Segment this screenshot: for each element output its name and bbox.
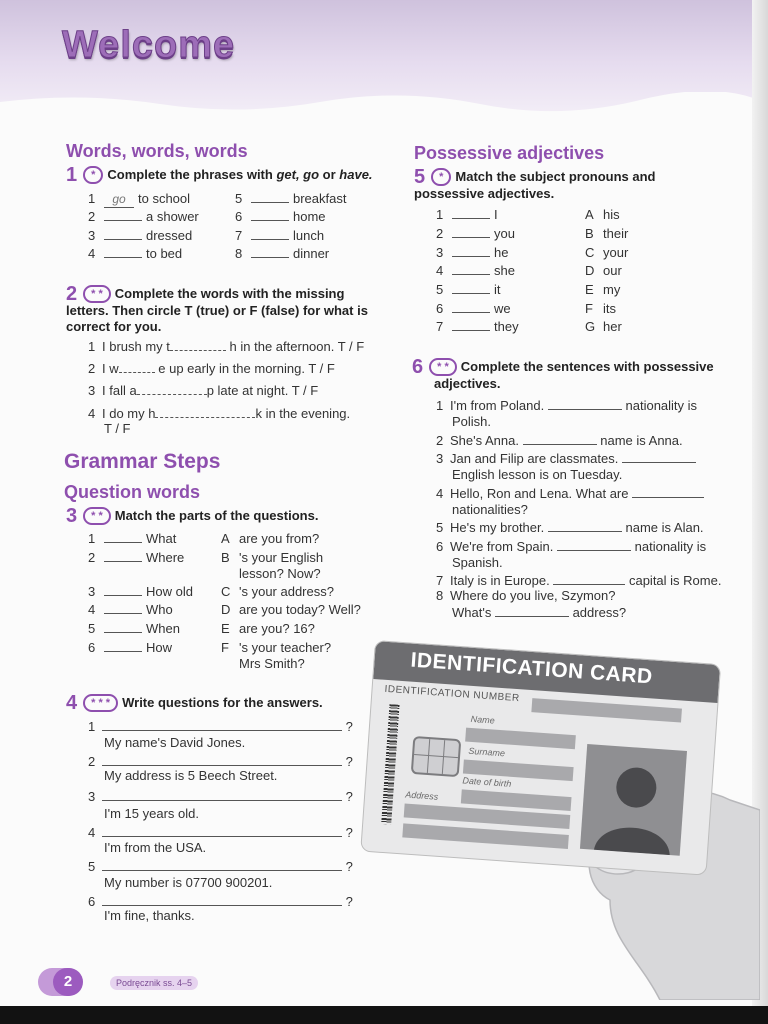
sentence-item	[436, 588, 736, 621]
option-letter: D	[221, 602, 231, 617]
chip-icon	[411, 736, 462, 777]
page-title: Welcome	[62, 24, 236, 66]
item-text: capital is Rome.	[628, 573, 722, 588]
list-item	[88, 382, 318, 399]
list-item	[235, 246, 329, 262]
question-mark: ?	[345, 859, 353, 874]
item-text: he	[494, 245, 509, 260]
true-false-option[interactable]: T / F	[104, 421, 131, 436]
option-letter: E	[585, 282, 594, 297]
surname-label: Surname	[468, 745, 506, 759]
item-text: I'm from Poland.	[450, 398, 545, 413]
match-option	[585, 301, 616, 317]
answer-blank[interactable]	[104, 584, 142, 596]
option-text: are you? 16?	[239, 621, 315, 636]
item-number: 4	[88, 246, 96, 261]
question-mark: ?	[345, 754, 353, 769]
item-text: it	[494, 282, 501, 297]
item-number: 2	[436, 433, 444, 448]
id-number-field	[531, 698, 682, 722]
item-number: 8	[235, 246, 243, 261]
sentence-item	[436, 538, 736, 571]
list-item	[88, 338, 364, 355]
match-option	[221, 640, 331, 672]
name-label: Name	[470, 713, 496, 726]
answer-blank[interactable]	[104, 550, 142, 562]
instruction-text: Match the subject pronouns and	[455, 169, 656, 184]
answer-blank[interactable]	[452, 226, 490, 238]
question-input[interactable]	[102, 858, 342, 871]
option-letter: G	[585, 319, 596, 334]
option-letter: E	[221, 621, 230, 636]
question-mark: ?	[345, 789, 353, 804]
difficulty-badge: * *	[429, 358, 457, 376]
answer-blank[interactable]	[495, 604, 569, 617]
item-text: Hello, Ron and Lena. What are	[450, 486, 629, 501]
address-label: Address	[404, 789, 439, 802]
item-number: 1	[436, 207, 444, 222]
section-title-grammar: Grammar Steps	[64, 450, 221, 473]
list-item	[436, 301, 511, 317]
item-text: address?	[572, 605, 627, 620]
option-text: 's your English	[239, 550, 324, 565]
match-option	[221, 550, 323, 582]
item-text: k in the evening.	[255, 406, 351, 421]
sentence-item	[436, 572, 746, 589]
option-letter: F	[221, 640, 229, 655]
question-input[interactable]	[102, 753, 342, 766]
list-item	[235, 228, 324, 244]
item-number: 3	[88, 789, 96, 804]
match-option	[221, 602, 361, 618]
sentence-item	[436, 485, 736, 518]
option-text: its	[603, 301, 616, 316]
answer-blank[interactable]	[557, 538, 631, 551]
question-mark: ?	[345, 719, 353, 734]
question-mark: ?	[345, 825, 353, 840]
item-text: I brush my t	[102, 339, 170, 354]
answer-blank[interactable]	[104, 228, 142, 240]
item-number: 5	[436, 520, 444, 535]
answer-blank[interactable]	[170, 338, 226, 351]
item-text: name is Alan.	[625, 520, 704, 535]
item-text: I do my h	[102, 406, 156, 421]
list-item	[88, 246, 182, 262]
answer-blank[interactable]	[104, 209, 142, 221]
option-letter: C	[221, 584, 231, 599]
item-text: nationality is	[625, 398, 698, 413]
item-text: name is Anna.	[600, 433, 683, 448]
list-item	[436, 226, 515, 242]
exercise-1-instruction	[66, 166, 396, 184]
answer-blank[interactable]	[632, 485, 704, 498]
exercise-4-instruction	[66, 694, 396, 712]
item-text: Where do you live, Szymon?	[450, 588, 616, 603]
list-item	[235, 191, 346, 207]
section-title-words: Words, words, words	[66, 141, 248, 161]
item-text: How old	[146, 584, 193, 599]
item-text: a shower	[146, 209, 199, 224]
answer-blank[interactable]	[622, 450, 696, 463]
option-letter: B	[585, 226, 594, 241]
item-text: Italy is in Europe.	[450, 573, 550, 588]
item-text: dinner	[293, 246, 330, 261]
question-row	[88, 788, 353, 805]
question-input[interactable]	[102, 788, 342, 801]
list-item	[436, 282, 501, 298]
difficulty-badge: *	[83, 166, 103, 184]
list-item	[88, 228, 192, 244]
item-number: 6	[436, 539, 444, 554]
item-text: lunch	[293, 228, 325, 243]
item-number: 6	[235, 209, 243, 224]
item-number: 6	[88, 640, 96, 655]
instruction-text: possessive adjectives.	[414, 186, 555, 201]
item-text: we	[494, 301, 511, 316]
list-item	[436, 245, 508, 261]
question-input[interactable]	[102, 718, 342, 731]
item-number: 6	[436, 301, 444, 316]
item-text: to school	[138, 191, 191, 206]
match-option	[585, 282, 620, 298]
item-text: home	[293, 209, 326, 224]
exercise-number: 4	[66, 692, 78, 714]
instruction-text: Match the parts of the questions.	[114, 508, 319, 523]
question-input[interactable]	[102, 824, 342, 837]
dob-label: Date of birth	[462, 775, 512, 789]
instruction-text: Complete the phrases with	[107, 167, 277, 182]
answer-blank[interactable]	[119, 360, 155, 373]
option-text: lesson? Now?	[239, 566, 321, 581]
item-text: When	[146, 621, 180, 636]
sentence-item	[436, 519, 736, 536]
item-number: 8	[436, 588, 444, 603]
answer-blank[interactable]	[137, 382, 207, 395]
item-text: Jan and Filip are classmates.	[450, 451, 619, 466]
match-option	[221, 621, 315, 637]
instruction-text: Complete the words with the missing	[114, 286, 345, 301]
exercise-number: 2	[66, 283, 78, 305]
answer-text: My address is 5 Beech Street.	[104, 768, 278, 783]
item-text: h in the afternoon. T / F	[229, 339, 365, 354]
instruction-text: or	[319, 167, 340, 182]
banner-wave	[0, 92, 768, 132]
match-option	[585, 226, 628, 242]
person-silhouette-icon	[580, 744, 687, 856]
sentence-item	[436, 397, 736, 430]
id-card	[360, 640, 721, 876]
option-text: his	[603, 207, 620, 222]
item-number: 4	[88, 406, 96, 421]
instruction-text: Complete the sentences with possessive	[460, 359, 714, 374]
answer-blank[interactable]	[452, 301, 490, 313]
list-item	[88, 360, 335, 377]
option-text: my	[603, 282, 621, 297]
answer-blank[interactable]	[553, 572, 625, 585]
page-number: 2	[53, 968, 83, 996]
answer-text: My number is 07700 900201.	[104, 875, 273, 890]
item-text: What	[146, 531, 177, 546]
answer-blank[interactable]	[452, 319, 490, 331]
id-card-title: IDENTIFICATION CARD	[409, 648, 654, 689]
answer-blank[interactable]	[452, 245, 490, 257]
answer-blank[interactable]	[155, 405, 255, 418]
item-text: to bed	[146, 246, 183, 261]
list-item	[88, 602, 173, 618]
item-text: breakfast	[293, 191, 347, 206]
list-item	[88, 640, 172, 656]
item-text: We're from Spain.	[450, 539, 554, 554]
item-text: you	[494, 226, 515, 241]
item-number: 1	[436, 398, 444, 413]
answer-blank[interactable]	[251, 246, 289, 258]
instruction-text: letters. Then circle T (true) or F (false) for what is	[66, 303, 368, 318]
match-option	[585, 263, 622, 279]
option-text: 's your teacher?	[239, 640, 332, 655]
answer-blank[interactable]	[104, 246, 142, 258]
answer-blank[interactable]	[104, 602, 142, 614]
answer-blank[interactable]	[251, 228, 289, 240]
exercise-number: 5	[414, 166, 426, 188]
item-text: e up early in the morning. T / F	[158, 361, 335, 376]
answer-blank[interactable]: go	[104, 191, 134, 208]
exercise-5-instruction	[414, 168, 734, 202]
option-text: your	[603, 245, 629, 260]
answer-text: I'm fine, thanks.	[104, 908, 195, 923]
answer-blank[interactable]	[251, 209, 289, 221]
item-text: nationalities?	[452, 502, 528, 517]
item-text: Where	[146, 550, 185, 565]
list-item	[88, 405, 350, 422]
item-number: 3	[436, 245, 444, 260]
option-letter: A	[585, 207, 594, 222]
item-number: 5	[88, 621, 96, 636]
option-letter: C	[585, 245, 595, 260]
question-row	[88, 824, 353, 841]
answer-blank[interactable]	[104, 621, 142, 633]
item-number: 2	[88, 754, 96, 769]
list-item	[88, 550, 184, 566]
question-row	[88, 858, 353, 875]
item-number: 2	[88, 361, 96, 376]
item-number: 7	[436, 319, 444, 334]
option-letter: B	[221, 550, 230, 565]
answer-blank[interactable]	[548, 397, 622, 410]
item-text: What's	[452, 605, 492, 620]
item-text: Spanish.	[452, 555, 503, 570]
option-text: are you from?	[239, 531, 320, 546]
question-input[interactable]	[102, 893, 342, 906]
answer-blank[interactable]	[104, 640, 142, 652]
list-item	[235, 209, 326, 225]
option-text: Mrs Smith?	[239, 656, 305, 671]
match-option	[221, 584, 334, 600]
item-number: 5	[235, 191, 243, 206]
id-number-label: IDENTIFICATION NUMBER	[384, 683, 520, 705]
item-text: p late at night. T / F	[206, 383, 319, 398]
option-text: their	[603, 226, 629, 241]
item-number: 5	[436, 282, 444, 297]
difficulty-badge: * *	[83, 507, 111, 525]
section-subtitle-question-words: Question words	[64, 482, 201, 502]
answer-text: I'm 15 years old.	[104, 806, 199, 821]
match-option	[585, 319, 622, 335]
exercise-number: 6	[412, 356, 424, 378]
list-item	[436, 207, 498, 223]
question-row	[88, 718, 353, 735]
match-option	[585, 245, 628, 261]
item-number: 4	[88, 825, 96, 840]
exercise-number: 3	[66, 505, 78, 527]
item-number: 2	[436, 226, 444, 241]
id-card-illustration	[359, 640, 719, 894]
list-item	[436, 319, 519, 335]
item-number: 6	[88, 894, 96, 909]
item-text: I	[494, 207, 498, 222]
option-text: 's your address?	[239, 584, 334, 599]
section-title-possessive: Possessive adjectives	[414, 143, 605, 163]
item-number: 5	[88, 859, 96, 874]
instruction-text: get, go	[276, 167, 320, 182]
item-number: 7	[235, 228, 243, 243]
item-number: 4	[436, 263, 444, 278]
item-number: 3	[88, 383, 96, 398]
question-mark: ?	[345, 894, 353, 909]
list-item	[88, 531, 176, 547]
exercise-3-instruction	[66, 507, 396, 525]
item-number: 2	[88, 550, 96, 565]
photo-placeholder	[580, 744, 687, 856]
textbook-reference: Podręcznik ss. 4–5	[110, 976, 198, 990]
exercise-2-instruction	[66, 285, 396, 335]
difficulty-badge: * * *	[83, 694, 118, 712]
option-text: are you today? Well?	[239, 602, 361, 617]
match-option	[221, 531, 319, 547]
item-number: 3	[436, 451, 444, 466]
list-item	[436, 263, 515, 279]
difficulty-badge: *	[431, 168, 451, 186]
item-text: How	[146, 640, 173, 655]
option-letter: F	[585, 301, 593, 316]
item-text: I fall a	[102, 383, 137, 398]
answer-blank[interactable]	[452, 263, 490, 275]
answer-blank[interactable]	[452, 207, 490, 219]
instruction-text: adjectives.	[434, 376, 501, 391]
list-item	[88, 621, 180, 637]
item-number: 7	[436, 573, 444, 588]
item-number: 1	[88, 191, 96, 206]
item-number: 3	[88, 228, 96, 243]
exercise-number: 1	[66, 164, 78, 186]
answer-blank[interactable]	[104, 531, 142, 543]
list-item	[88, 209, 199, 225]
item-text: Who	[146, 602, 173, 617]
list-item	[88, 584, 193, 600]
answer-blank[interactable]	[251, 191, 289, 203]
item-text: dressed	[146, 228, 193, 243]
item-text: nationality is	[634, 539, 707, 554]
option-letter: D	[585, 263, 595, 278]
exercise-6-instruction	[412, 358, 742, 392]
bottom-border	[0, 1006, 768, 1024]
answer-text: I'm from the USA.	[104, 840, 207, 855]
instruction-text: Write questions for the answers.	[122, 695, 323, 710]
item-number: 3	[88, 584, 96, 599]
sentence-item	[436, 450, 736, 483]
instruction-text: have.	[339, 167, 373, 182]
answer-blank[interactable]	[548, 519, 622, 532]
item-text: she	[494, 263, 515, 278]
difficulty-badge: * *	[83, 285, 111, 303]
item-number: 1	[88, 719, 96, 734]
item-text: I w	[102, 361, 119, 376]
answer-blank[interactable]	[523, 432, 597, 445]
item-number: 1	[88, 531, 96, 546]
item-number: 1	[88, 339, 96, 354]
list-item	[88, 191, 190, 208]
item-text: He's my brother.	[450, 520, 545, 535]
match-option	[585, 207, 620, 223]
option-letter: A	[221, 531, 230, 546]
sentence-item	[436, 432, 736, 449]
item-number: 4	[436, 486, 444, 501]
option-text: our	[603, 263, 622, 278]
item-number: 4	[88, 602, 96, 617]
instruction-text: correct for you.	[66, 319, 162, 334]
item-text: English lesson is on Tuesday.	[452, 467, 623, 482]
item-text: She's Anna.	[450, 433, 519, 448]
answer-blank[interactable]	[452, 282, 490, 294]
item-text: they	[494, 319, 519, 334]
barcode-icon	[381, 704, 399, 824]
item-number: 2	[88, 209, 96, 224]
item-text: Polish.	[452, 414, 492, 429]
option-text: her	[603, 319, 622, 334]
answer-text: My name's David Jones.	[104, 735, 246, 750]
